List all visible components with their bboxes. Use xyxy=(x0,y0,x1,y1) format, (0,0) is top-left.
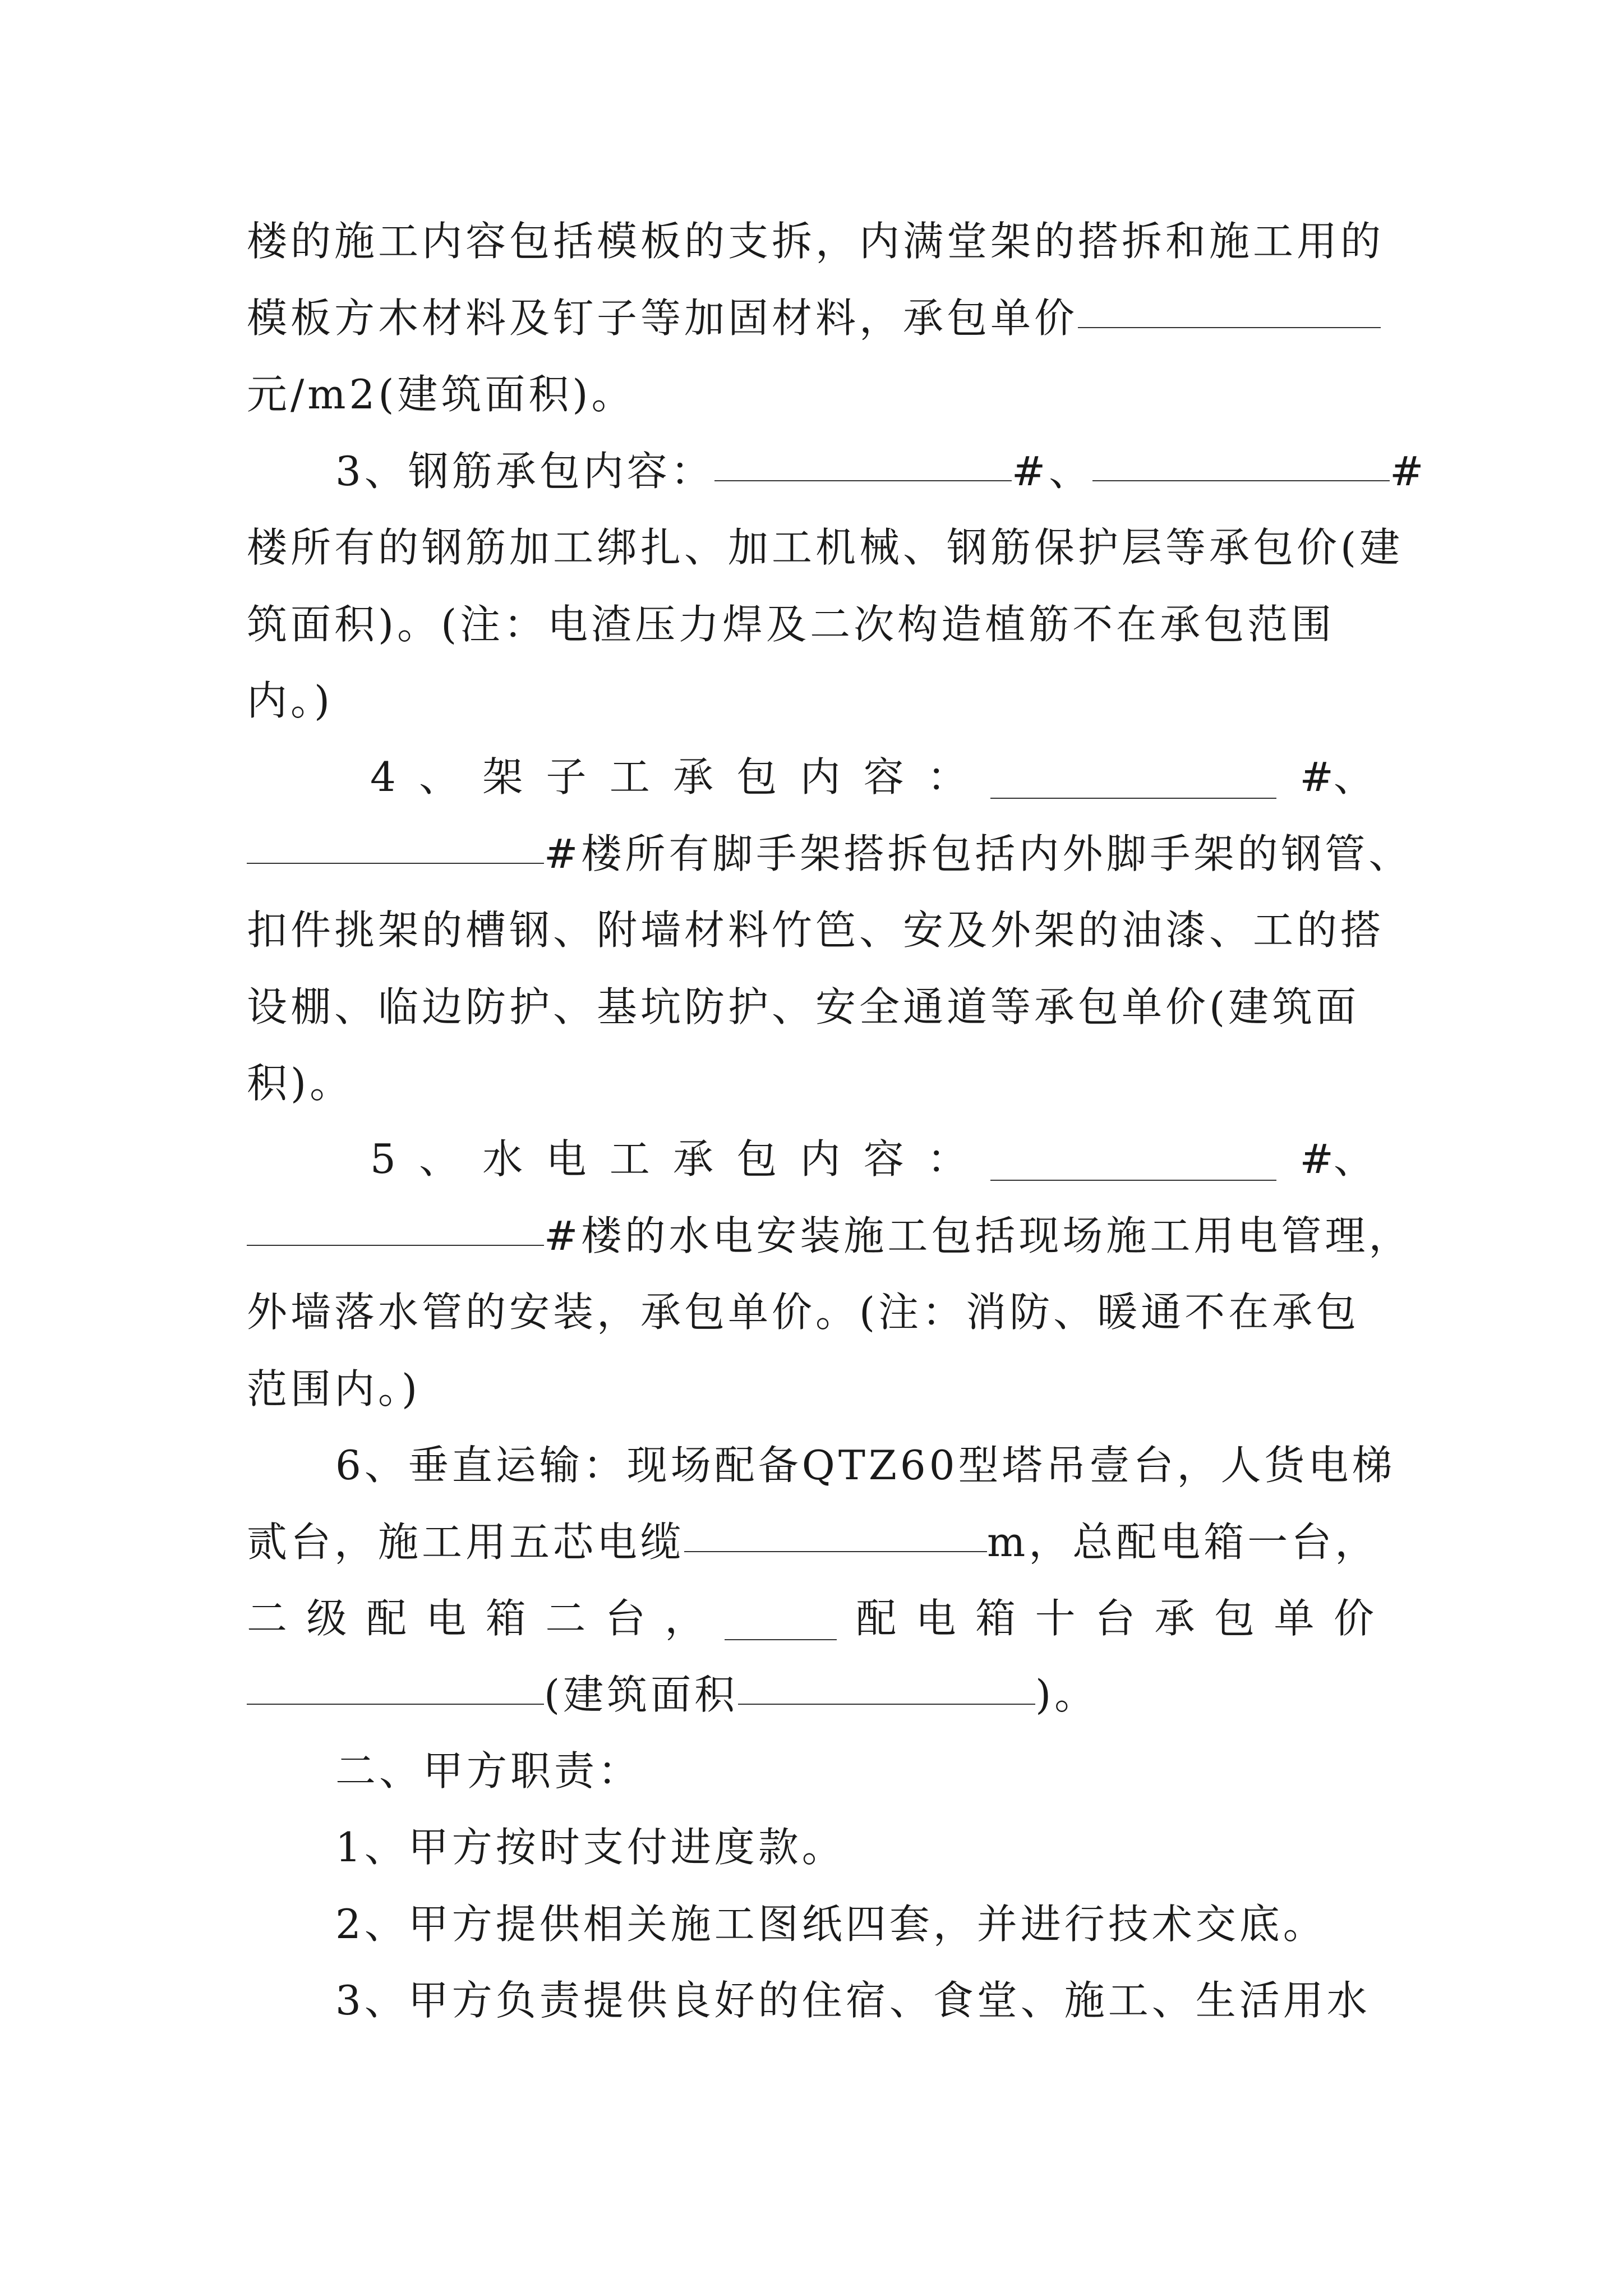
fill-blank xyxy=(990,755,1276,799)
fill-blank xyxy=(714,438,1012,481)
text-line: 积)。 xyxy=(247,1060,354,1107)
fill-blank xyxy=(247,1202,544,1246)
text-line: 扣件挑架的槽钢、附墙材料竹笆、安及外架的油漆、工的搭 xyxy=(247,907,1385,954)
text-line: 贰台，施工用五芯电缆 m，总配电箱一台， xyxy=(247,1508,1374,1576)
text-line: 楼的施工内容包括模板的支拆，内满堂架的搭拆和施工用的 xyxy=(247,218,1385,265)
text-line: (建筑面积 )。 xyxy=(247,1661,1374,1728)
fill-blank xyxy=(247,820,544,864)
text-line: 范围内。) xyxy=(247,1365,421,1412)
text-line: 模板方木材料及钉子等加固材料，承包单价 xyxy=(247,284,1374,352)
text-line: 2、甲方提供相关施工图纸四套，并进行技术交底。 xyxy=(335,1901,1327,1948)
text-line: 筑面积)。(注：电渣压力焊及二次构造植筋不在承包范围 xyxy=(247,601,1335,648)
text-line: 1、甲方按时支付进度款。 xyxy=(335,1824,846,1871)
text-line: 3、甲方负责提供良好的住宿、食堂、施工、生活用水 xyxy=(335,1977,1371,2024)
text-line: 内。) xyxy=(247,677,334,724)
text-line: 4 、 架 子 工 承 包 内 容 ： #、 xyxy=(370,753,1374,800)
fill-blank xyxy=(1092,438,1390,481)
text-line: 二 级 配 电 箱 二 台 ， 配 电 箱 十 台 承 包 单 价 xyxy=(247,1595,1374,1642)
fill-blank xyxy=(990,1137,1276,1181)
fill-blank xyxy=(247,1661,544,1705)
text-line: #楼的水电安装施工包括现场施工用电管理， xyxy=(247,1202,1413,1269)
fill-blank xyxy=(684,1508,987,1552)
text-line: 元/m2(建筑面积)。 xyxy=(247,371,635,418)
text-line: #楼所有脚手架搭拆包括内外脚手架的钢管、 xyxy=(247,820,1436,887)
fill-blank xyxy=(1078,284,1381,328)
text-line: 6、垂直运输：现场配备QTZ60型塔吊壹台，人货电梯 xyxy=(335,1442,1396,1489)
text-line: 楼所有的钢筋加工绑扎、加工机械、钢筋保护层等承包价(建 xyxy=(247,524,1404,571)
fill-blank xyxy=(738,1661,1035,1705)
text-line: 3、钢筋承包内容： #、 # xyxy=(335,438,1374,505)
text-line: 设棚、临边防护、基坑防护、安全通道等承包单价(建筑面 xyxy=(247,983,1360,1030)
section-heading: 二、甲方职责： xyxy=(335,1747,642,1795)
text-line: 5 、 水 电 工 承 包 内 容 ： #、 xyxy=(370,1135,1374,1182)
fill-blank xyxy=(725,1596,837,1640)
text-line: 外墙落水管的安装，承包单价。(注：消防、暖通不在承包 xyxy=(247,1289,1360,1336)
